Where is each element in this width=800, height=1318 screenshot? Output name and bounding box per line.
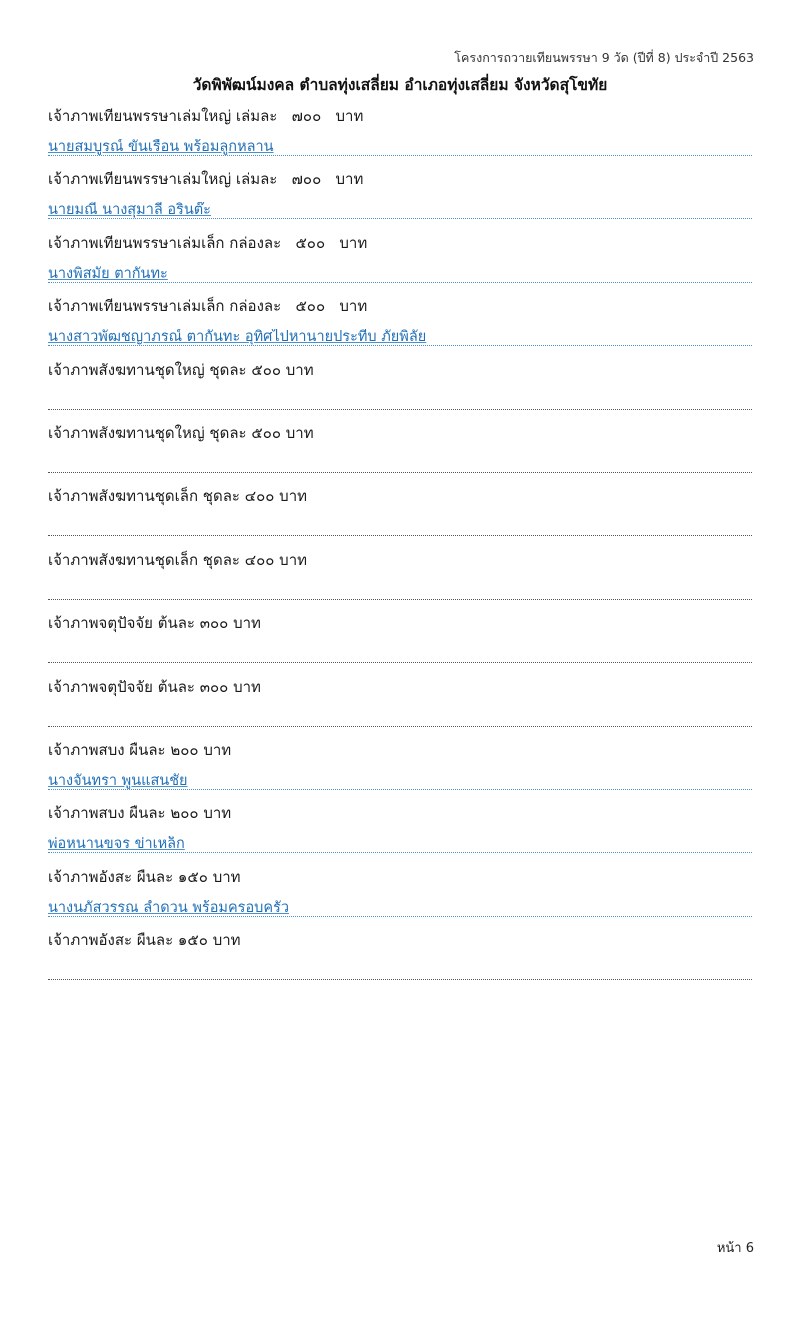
donor-name: นางจันทรา พูนแสนชัย [48,772,188,789]
donor-line [48,139,752,156]
donor-line [48,202,752,219]
donor-name: นางพิสมัย ตากันทะ [48,265,168,282]
donor-line [48,329,752,346]
donor-name: นายสมบูรณ์ ขันเรือน พร้อมลูกหลาน [48,139,274,155]
sponsor-category-label: เจ้าภาพเทียนพรรษาเล่มใหญ่ เล่มละ ๗๐๐ บาท [48,170,364,189]
sponsor-category-label: เจ้าภาพอังสะ ผืนละ ๑๕๐ บาท [48,931,241,950]
donor-line-blank [48,583,752,600]
sponsor-list [48,106,752,993]
list-item [48,740,752,803]
donor-line-blank [48,393,752,410]
donor-name: นางสาวพัฒชญาภรณ์ ตากันทะ อุทิศไปหานายประทีบ ภัยพิลัย [48,329,427,346]
donor-line [48,773,752,790]
list-item [48,930,752,993]
list-item [48,613,752,676]
sponsor-category-label: เจ้าภาพอังสะ ผืนละ ๑๕๐ บาท [48,867,241,886]
page-number: หน้า 6 [716,1241,754,1256]
page-title: วัดพิพัฒน์มงคล ตำบลทุ่งเสลี่ยม อำเภอทุ่งเสลี่ยม จังหวัดสุโขทัย [192,76,608,94]
donor-line [48,266,752,283]
list-item [48,106,752,169]
list-item [48,169,752,232]
list-item [48,677,752,740]
sponsor-category-label: เจ้าภาพเทียนพรรษาเล่มเล็ก กล่องละ ๕๐๐ บาท [48,233,368,252]
sponsor-category-label: เจ้าภาพสบง ผืนละ ๒๐๐ บาท [48,740,232,759]
list-item [48,867,752,930]
sponsor-category-label: เจ้าภาพเทียนพรรษาเล่มใหญ่ เล่มละ ๗๐๐ บาท [48,107,364,125]
donor-name: นางนภัสวรรณ ลำดวน พร้อมครอบครัว [48,899,289,916]
donor-line-blank [48,519,752,536]
list-item [48,486,752,549]
list-item [48,360,752,423]
sponsor-category-label: เจ้าภาพสังฆทานชุดเล็ก ชุดละ ๔๐๐ บาท [48,550,308,569]
donor-line-blank [48,646,752,663]
sponsor-category-label: เจ้าภาพสังฆทานชุดใหญ่ ชุดละ ๕๐๐ บาท [48,423,314,442]
list-item [48,233,752,296]
donor-line [48,900,752,917]
project-note: โครงการถวายเทียนพรรษา 9 วัด (ปีที่ 8) ประจำปี 2563 [454,50,754,65]
donor-line [48,836,752,853]
sponsor-category-label: เจ้าภาพจตุปัจจัย ต้นละ ๓๐๐ บาท [48,614,261,633]
donor-line-blank [48,456,752,473]
list-item [48,550,752,613]
list-item [48,296,752,359]
sponsor-category-label: เจ้าภาพจตุปัจจัย ต้นละ ๓๐๐ บาท [48,677,261,696]
donor-name: นายมณี นางสุมาลี อรินต๊ะ [48,202,211,219]
list-item [48,803,752,866]
donor-line-blank [48,710,752,727]
sponsor-category-label: เจ้าภาพเทียนพรรษาเล่มเล็ก กล่องละ ๕๐๐ บาท [48,297,368,316]
donor-line-blank [48,963,752,980]
donor-name: พ่อหนานขจร ข่าเหล็ก [48,836,185,853]
sponsor-category-label: เจ้าภาพสบง ผืนละ ๒๐๐ บาท [48,804,232,823]
list-item [48,423,752,486]
sponsor-category-label: เจ้าภาพสังฆทานชุดใหญ่ ชุดละ ๕๐๐ บาท [48,360,314,379]
sponsor-category-label: เจ้าภาพสังฆทานชุดเล็ก ชุดละ ๔๐๐ บาท [48,487,308,506]
